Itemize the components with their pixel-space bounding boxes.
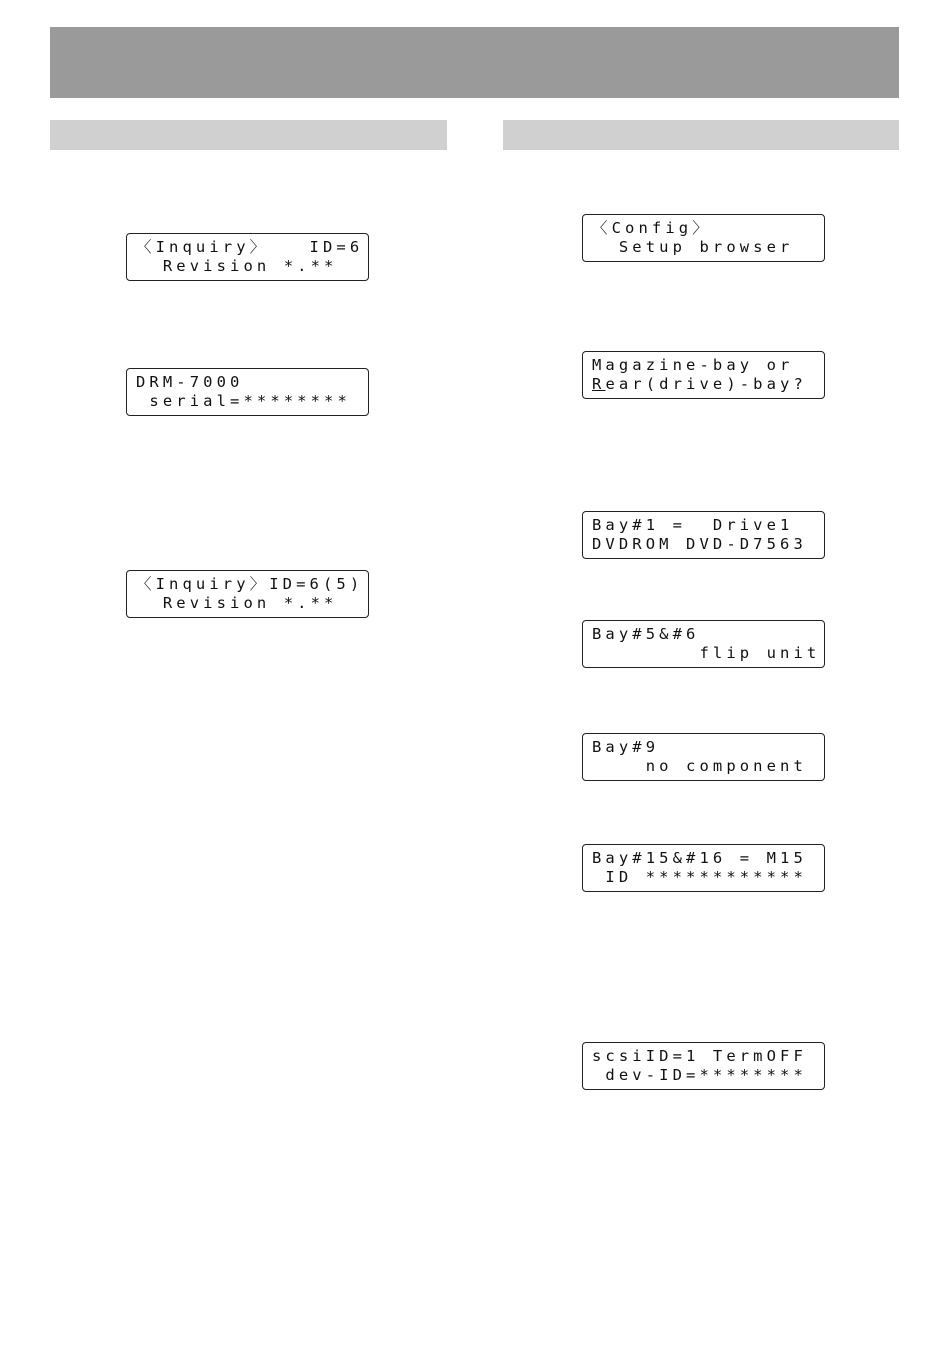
lcd-line-2: Revision *.** [136,257,338,275]
lcd-line-2: DVDROM DVD-D7563 [592,535,807,553]
lcd-line-1: 〈Inquiry〉 ID=6 [136,238,364,256]
lcd-inquiry-id-display [126,570,369,618]
lcd-line-2-rest: ear(drive)-bay? [605,375,807,393]
lcd-scsi-display [582,1042,825,1090]
lcd-line-1: Bay#15&#16 = M15 [592,849,807,867]
lcd-line-1: 〈Inquiry〉ID=6(5) [136,575,364,593]
lcd-line-2: flip unit [592,644,821,662]
lcd-bay15-16-display [582,844,825,892]
underlined-cursor-char: R [592,375,606,393]
lcd-model-serial-display [126,368,369,416]
lcd-line-2: no component [592,757,807,775]
lcd-inquiry-display [126,233,369,281]
page-header-bar [50,27,899,98]
left-section-heading-bar [50,120,447,150]
lcd-line-1: 〈Config〉 [592,219,712,237]
lcd-line-1: Bay#9 [592,738,660,756]
lcd-bay5-6-display [582,620,825,668]
lcd-line-2: dev-ID=******** [592,1066,807,1084]
lcd-line-1: Bay#1 = Drive1 [592,516,794,534]
lcd-line-1: DRM-7000 [136,373,244,391]
lcd-line-2: Setup browser [592,238,794,256]
lcd-line-1: Magazine-bay or [592,356,794,374]
right-section-heading-bar [503,120,899,150]
lcd-line-1: scsiID=1 TermOFF [592,1047,807,1065]
lcd-line-2: serial=******** [136,392,351,410]
lcd-config-display [582,214,825,262]
lcd-bay1-display [582,511,825,559]
lcd-bay9-display [582,733,825,781]
lcd-line-1: Bay#5&#6 [592,625,700,643]
lcd-line-2 [592,374,816,394]
lcd-line-2: Revision *.** [136,594,338,612]
lcd-line-2: ID ************ [592,868,807,886]
lcd-bay-select-display [582,351,825,399]
